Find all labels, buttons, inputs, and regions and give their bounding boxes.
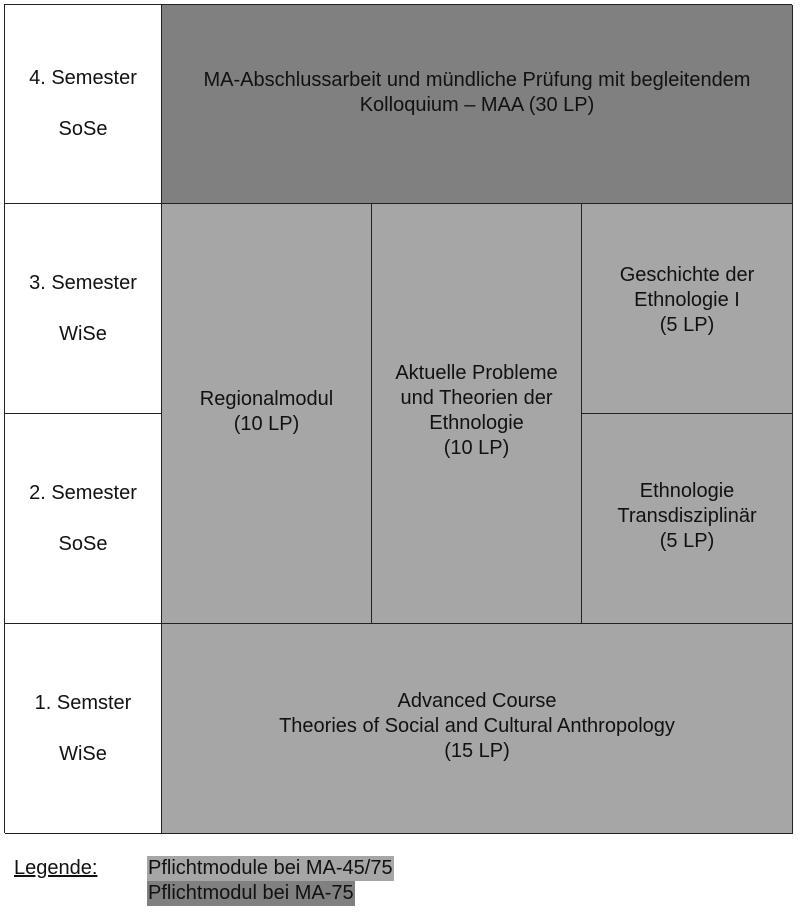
semester-label: 1. Semster [34, 691, 132, 714]
semester-term: SoSe [58, 532, 108, 555]
module-advanced-line2: Theories of Social and Cultural Anthropology [279, 715, 675, 737]
module-thesis [162, 5, 793, 204]
module-geschichte-line1: Geschichte der [619, 264, 755, 286]
semester-label: 2. Semester [29, 481, 137, 504]
module-regional-line1: Regionalmodul [199, 387, 334, 410]
module-transdisziplinaer [582, 414, 793, 624]
semester-3-cell [5, 204, 162, 414]
module-geschichte-line2: Ethnologie I [634, 289, 740, 311]
module-aktuelle-probleme [372, 204, 582, 624]
semester-term: SoSe [58, 118, 108, 140]
module-aktuelle-line2: und Theorien der [400, 386, 553, 409]
module-aktuelle-line4: (10 LP) [443, 436, 510, 459]
module-thesis-line2: Kolloquium – MAA (30 LP) [359, 94, 595, 116]
module-geschichte [582, 204, 793, 414]
legend-label: Legende: [14, 857, 98, 879]
semester-label: 4. Semester [29, 67, 137, 89]
legend-item-pflicht-75: Pflichtmodul bei MA-75 [148, 882, 354, 904]
module-aktuelle-line1: Aktuelle Probleme [395, 361, 558, 384]
module-transdisziplinaer-line1: Ethnologie [639, 480, 735, 502]
module-aktuelle-line3: Ethnologie [429, 411, 524, 434]
legend-item-pflicht-45-75: Pflichtmodule bei MA-45/75 [148, 857, 393, 879]
module-regional [162, 204, 372, 624]
semester-term: WiSe [59, 742, 107, 765]
semester-label: 3. Semester [29, 271, 137, 294]
semester-4-cell [5, 5, 162, 204]
module-advanced-course [162, 624, 793, 834]
module-thesis-line1: MA-Abschlussarbeit und mündliche Prüfung mit begleitendem [203, 69, 751, 91]
curriculum-table [4, 4, 792, 833]
semester-1-cell [5, 624, 162, 834]
semester-2-cell [5, 414, 162, 624]
module-geschichte-line3: (5 LP) [659, 314, 715, 336]
module-transdisziplinaer-line2: Transdisziplinär [617, 505, 757, 527]
module-advanced-line3: (15 LP) [444, 740, 510, 762]
semester-term: WiSe [59, 322, 107, 345]
module-advanced-line1: Advanced Course [397, 690, 557, 712]
module-transdisziplinaer-line3: (5 LP) [659, 530, 715, 552]
module-regional-line2: (10 LP) [233, 412, 300, 435]
legend-items [147, 856, 394, 906]
